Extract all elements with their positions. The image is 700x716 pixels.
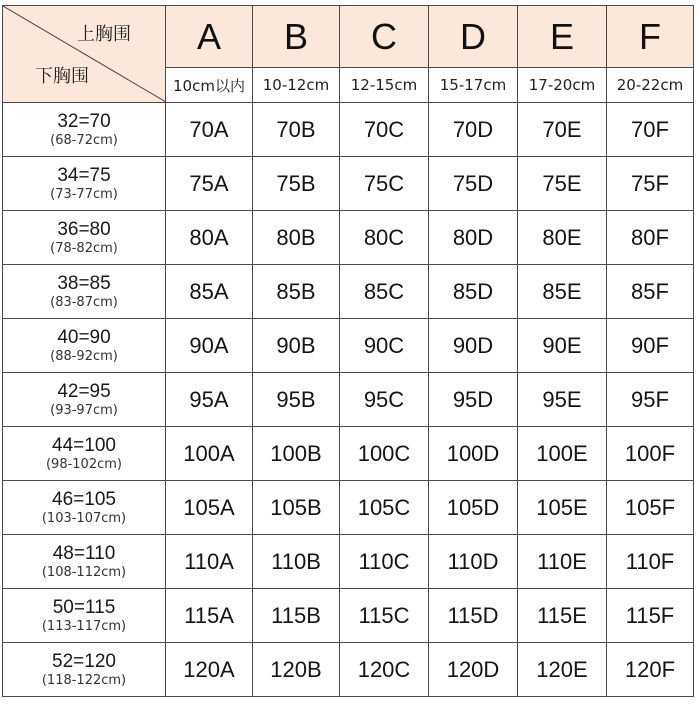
band-size-cell xyxy=(3,157,166,211)
size-cell: 95C xyxy=(340,373,429,427)
band-size: 52=120 xyxy=(52,650,116,672)
size-cell: 75D xyxy=(429,157,518,211)
size-chart xyxy=(2,5,694,697)
size-cell: 110E xyxy=(518,535,607,589)
band-range: (98-102cm) xyxy=(45,456,122,472)
size-cell: 70E xyxy=(518,103,607,157)
size-cell: 120A xyxy=(166,643,253,697)
size-cell: 120F xyxy=(607,643,694,697)
size-cell: 115A xyxy=(166,589,253,643)
table-row xyxy=(3,265,694,319)
size-cell: 70D xyxy=(429,103,518,157)
size-cell: 80B xyxy=(253,211,340,265)
size-cell: 85A xyxy=(166,265,253,319)
table-row xyxy=(3,427,694,481)
band-range: (103-107cm) xyxy=(41,510,127,526)
cup-range-a: 10cm以内 xyxy=(166,68,253,103)
band-size: 34=75 xyxy=(57,164,111,186)
size-cell: 115C xyxy=(340,589,429,643)
band-size-cell xyxy=(3,319,166,373)
table-row xyxy=(3,535,694,589)
band-range: (113-117cm) xyxy=(41,618,127,634)
size-cell: 70A xyxy=(166,103,253,157)
size-cell: 120B xyxy=(253,643,340,697)
size-cell: 80C xyxy=(340,211,429,265)
size-cell: 90D xyxy=(429,319,518,373)
cup-range-c: 12-15cm xyxy=(340,68,429,103)
size-cell: 100B xyxy=(253,427,340,481)
size-cell: 105F xyxy=(607,481,694,535)
size-cell: 90A xyxy=(166,319,253,373)
band-size-cell xyxy=(3,427,166,481)
band-range: (118-122cm) xyxy=(41,672,127,688)
size-cell: 110C xyxy=(340,535,429,589)
band-size-cell xyxy=(3,535,166,589)
size-cell: 75F xyxy=(607,157,694,211)
size-cell: 120C xyxy=(340,643,429,697)
size-cell: 110F xyxy=(607,535,694,589)
size-cell: 105B xyxy=(253,481,340,535)
band-range: (73-77cm) xyxy=(50,186,118,202)
cup-letter-e: E xyxy=(518,6,607,68)
band-size-cell xyxy=(3,481,166,535)
band-size: 48=110 xyxy=(52,542,116,564)
size-cell: 120D xyxy=(429,643,518,697)
size-cell: 105C xyxy=(340,481,429,535)
size-cell: 80D xyxy=(429,211,518,265)
size-cell: 70B xyxy=(253,103,340,157)
cup-letter-d: D xyxy=(429,6,518,68)
table-row xyxy=(3,103,694,157)
size-cell: 115B xyxy=(253,589,340,643)
size-cell: 105D xyxy=(429,481,518,535)
band-size: 46=105 xyxy=(52,488,116,510)
cup-range-d: 15-17cm xyxy=(429,68,518,103)
band-size-cell xyxy=(3,265,166,319)
size-cell: 110A xyxy=(166,535,253,589)
size-cell: 95A xyxy=(166,373,253,427)
band-size-cell xyxy=(3,103,166,157)
size-cell: 75A xyxy=(166,157,253,211)
size-cell: 100A xyxy=(166,427,253,481)
size-cell: 100D xyxy=(429,427,518,481)
size-cell: 90F xyxy=(607,319,694,373)
band-size: 40=90 xyxy=(57,326,111,348)
cup-range-b: 10-12cm xyxy=(253,68,340,103)
size-cell: 115F xyxy=(607,589,694,643)
size-cell: 95D xyxy=(429,373,518,427)
band-size-cell xyxy=(3,643,166,697)
size-cell: 115D xyxy=(429,589,518,643)
table-row xyxy=(3,589,694,643)
band-range: (93-97cm) xyxy=(50,402,118,418)
band-size: 38=85 xyxy=(57,272,111,294)
band-size-cell xyxy=(3,589,166,643)
size-cell: 95F xyxy=(607,373,694,427)
band-range: (78-82cm) xyxy=(50,240,118,256)
size-cell: 75C xyxy=(340,157,429,211)
size-cell: 100F xyxy=(607,427,694,481)
size-cell: 85E xyxy=(518,265,607,319)
band-range: (83-87cm) xyxy=(50,294,118,310)
band-size: 32=70 xyxy=(57,110,111,132)
size-cell: 90C xyxy=(340,319,429,373)
cup-letter-b: B xyxy=(253,6,340,68)
size-cell: 80E xyxy=(518,211,607,265)
table-row xyxy=(3,319,694,373)
cup-letter-f: F xyxy=(607,6,694,68)
table-row xyxy=(3,157,694,211)
size-rows xyxy=(3,103,694,697)
size-cell: 105E xyxy=(518,481,607,535)
size-cell: 95E xyxy=(518,373,607,427)
size-cell: 85D xyxy=(429,265,518,319)
size-cell: 90B xyxy=(253,319,340,373)
size-cell: 110D xyxy=(429,535,518,589)
size-cell: 105A xyxy=(166,481,253,535)
size-cell: 75B xyxy=(253,157,340,211)
size-cell: 75E xyxy=(518,157,607,211)
band-size: 50=115 xyxy=(52,596,116,618)
band-range: (108-112cm) xyxy=(41,564,127,580)
table-row xyxy=(3,211,694,265)
size-cell: 70C xyxy=(340,103,429,157)
band-size-cell xyxy=(3,211,166,265)
cup-letter-c: C xyxy=(340,6,429,68)
size-cell: 115E xyxy=(518,589,607,643)
corner-header-cell xyxy=(3,6,166,103)
band-range: (68-72cm) xyxy=(50,132,118,148)
size-cell: 100E xyxy=(518,427,607,481)
size-cell: 95B xyxy=(253,373,340,427)
size-cell: 110B xyxy=(253,535,340,589)
band-size: 42=95 xyxy=(57,380,111,402)
cup-range-e: 17-20cm xyxy=(518,68,607,103)
size-cell: 80F xyxy=(607,211,694,265)
size-cell: 85C xyxy=(340,265,429,319)
table-row xyxy=(3,373,694,427)
upper-bust-label: 上胸围 xyxy=(77,24,131,45)
size-table xyxy=(2,5,694,697)
size-cell: 90E xyxy=(518,319,607,373)
size-cell: 70F xyxy=(607,103,694,157)
under-bust-label: 下胸围 xyxy=(35,66,89,87)
table-row xyxy=(3,481,694,535)
size-cell: 120E xyxy=(518,643,607,697)
band-range: (88-92cm) xyxy=(50,348,118,364)
table-row xyxy=(3,643,694,697)
size-cell: 80A xyxy=(166,211,253,265)
band-size: 44=100 xyxy=(52,434,116,456)
band-size-cell xyxy=(3,373,166,427)
band-size: 36=80 xyxy=(57,218,111,240)
size-cell: 85F xyxy=(607,265,694,319)
cup-range-f: 20-22cm xyxy=(607,68,694,103)
size-cell: 85B xyxy=(253,265,340,319)
cup-letter-a: A xyxy=(166,6,253,68)
size-cell: 100C xyxy=(340,427,429,481)
